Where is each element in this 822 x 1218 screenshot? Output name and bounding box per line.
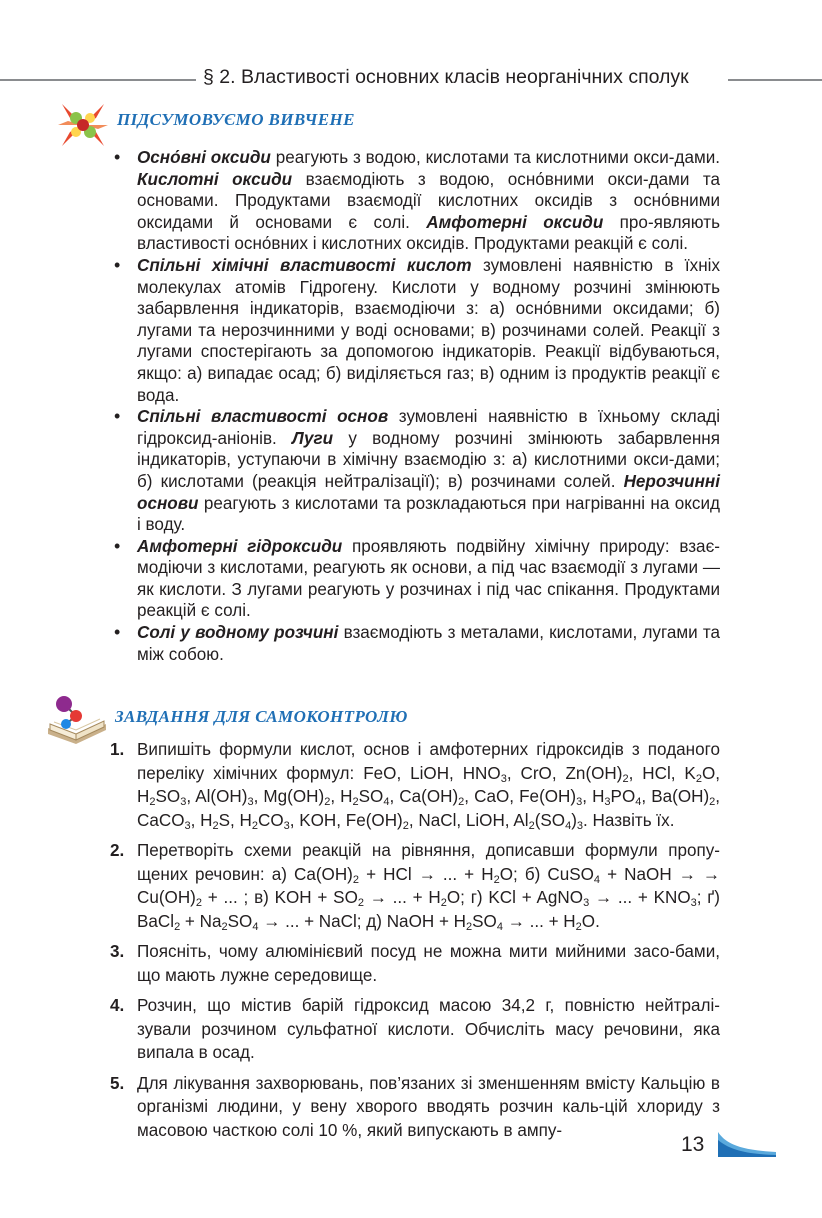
- list-item: 2. Перетворіть схеми реакцій на рівняння, дописавши формули пропу-щених речовин: а) $Ca(OH)_2$ + HCl → ... + $H_2O$; б) CuSO$_4$ + NaOH → → $Cu(OH)_2$ + ... ; в) KOH + $SO_2$ → ... + $H_2O$; г) KCl + AgNO$_3$ → ... + $KNO_3$; ґ) BaCl$_2$ + $Na_2SO_4$ → ... + NaCl; д) NaOH + $H_2SO_4$ → ... + $H_2O$.: [110, 841, 721, 933]
- list-item: 3. Поясніть, чому алюмінієвий посуд не можна мити мийними засо-бами, що мають лужне середовище.: [110, 942, 720, 985]
- list-item: • Солі у водному розчині взаємодіють з металами, кислотами, лугами та між собою.: [114, 622, 720, 665]
- task-list: [110, 738, 720, 1149]
- wave-icon: [716, 1130, 778, 1158]
- summary-title: ПІДСУМОВУЄМО ВИВЧЕНЕ: [117, 110, 355, 129]
- summary-list: [114, 147, 720, 665]
- molecule-icon: [56, 100, 110, 150]
- list-item: • Спільні властивості основ зумовлені наявністю в їхньому складі гідроксид-аніонів. Луги у водному розчині змінюють забарвлення індикаторів, уступаючи в хімічну взаємодію з: а) кислотними окси-дами; б) кислотами (реакція нейтралізації); в) розчинами солей. Нерозчинні основи реагують з кислотами та розкладаються при нагріванні на оксид і воду.: [114, 406, 720, 536]
- list-item: 5. Для лікування захворювань, пов’язаних зі зменшенням вмісту Кальцію в організмі людини, у вену хворого вводять розчин каль-цій хлориду з масовою часткою солі 10 %, який випускають в ампу-: [110, 1073, 720, 1140]
- self-check-title: ЗАВДАННЯ ДЛЯ САМОКОНТРОЛЮ: [115, 707, 408, 726]
- running-head: § 2. Властивості основних класів неорганічних сполук: [203, 66, 689, 88]
- header-rule-left: [0, 79, 196, 81]
- list-item: 1. Випишіть формули кислот, основ і амфотерних гідроксидів з поданого переліку хімічних формул: FeO, LiOH, $HNO_3$, CrO, $Zn(OH)_2$, HCl, $K_2O$, $H_2SO_3$, $Al(OH)_3$, $Mg(OH)_2$, $H_2SO_4$, $Ca(OH)_2$, CaO, $Fe(OH)_3$, $H_3PO_4$, $Ba(OH)_2$, CaCO$_3$, $H_2S$, $H_2CO_3$, KOH, $Fe(OH)_2$, NaCl, LiOH, $Al_2(SO_4)_3$. Назвіть їх.: [110, 740, 721, 832]
- page-number: 13: [681, 1133, 705, 1156]
- header-rule-right: [728, 79, 822, 81]
- list-item: • Осно́вні оксиди реагують з водою, кислотами та кислотними окси-дами. Кислотні оксиди взаємодіють з водою, осно́вними окси-дами та основами. Продуктами взаємодії кислотних оксидів з осно́вними оксидами й основами є солі. Амфотерні оксиди про-являють властивості осно́вних і кислотних оксидів. Продуктами реакцій є солі.: [114, 147, 720, 255]
- list-item: 4. Розчин, що містив барій гідроксид масою 34,2 г, повністю нейтралі-зували розчином сульфатної кислоти. Обчисліть масу речовини, яка випала в осад.: [110, 996, 720, 1062]
- list-item: • Спільні хімічні властивості кислот зумовлені наявністю в їхніх молекулах атомів Гідрогену. Кислоти у водному розчині змінюють забарвлення індикаторів, взаємодіючи з: а) осно́вними оксидами; б) лугами та нерозчинними у воді основами; в) розчинами солей. Реакції з лугами спостерігають за допомогою індикаторів. Реакції відбуваються, якщо: а) випадає осад; б) виділяється газ; в) одним із продуктів реакції є вода.: [114, 255, 720, 406]
- book-molecule-icon: [44, 694, 110, 746]
- list-item: • Амфотерні гідроксиди проявляють подвійну хімічну природу: взає-модіючи з кислотами, реагують як основи, а під час взаємодії з лугами — як кислоти. З лугами реагують у розчинах і під час спікання. Продуктами реакцій є солі.: [114, 536, 720, 622]
